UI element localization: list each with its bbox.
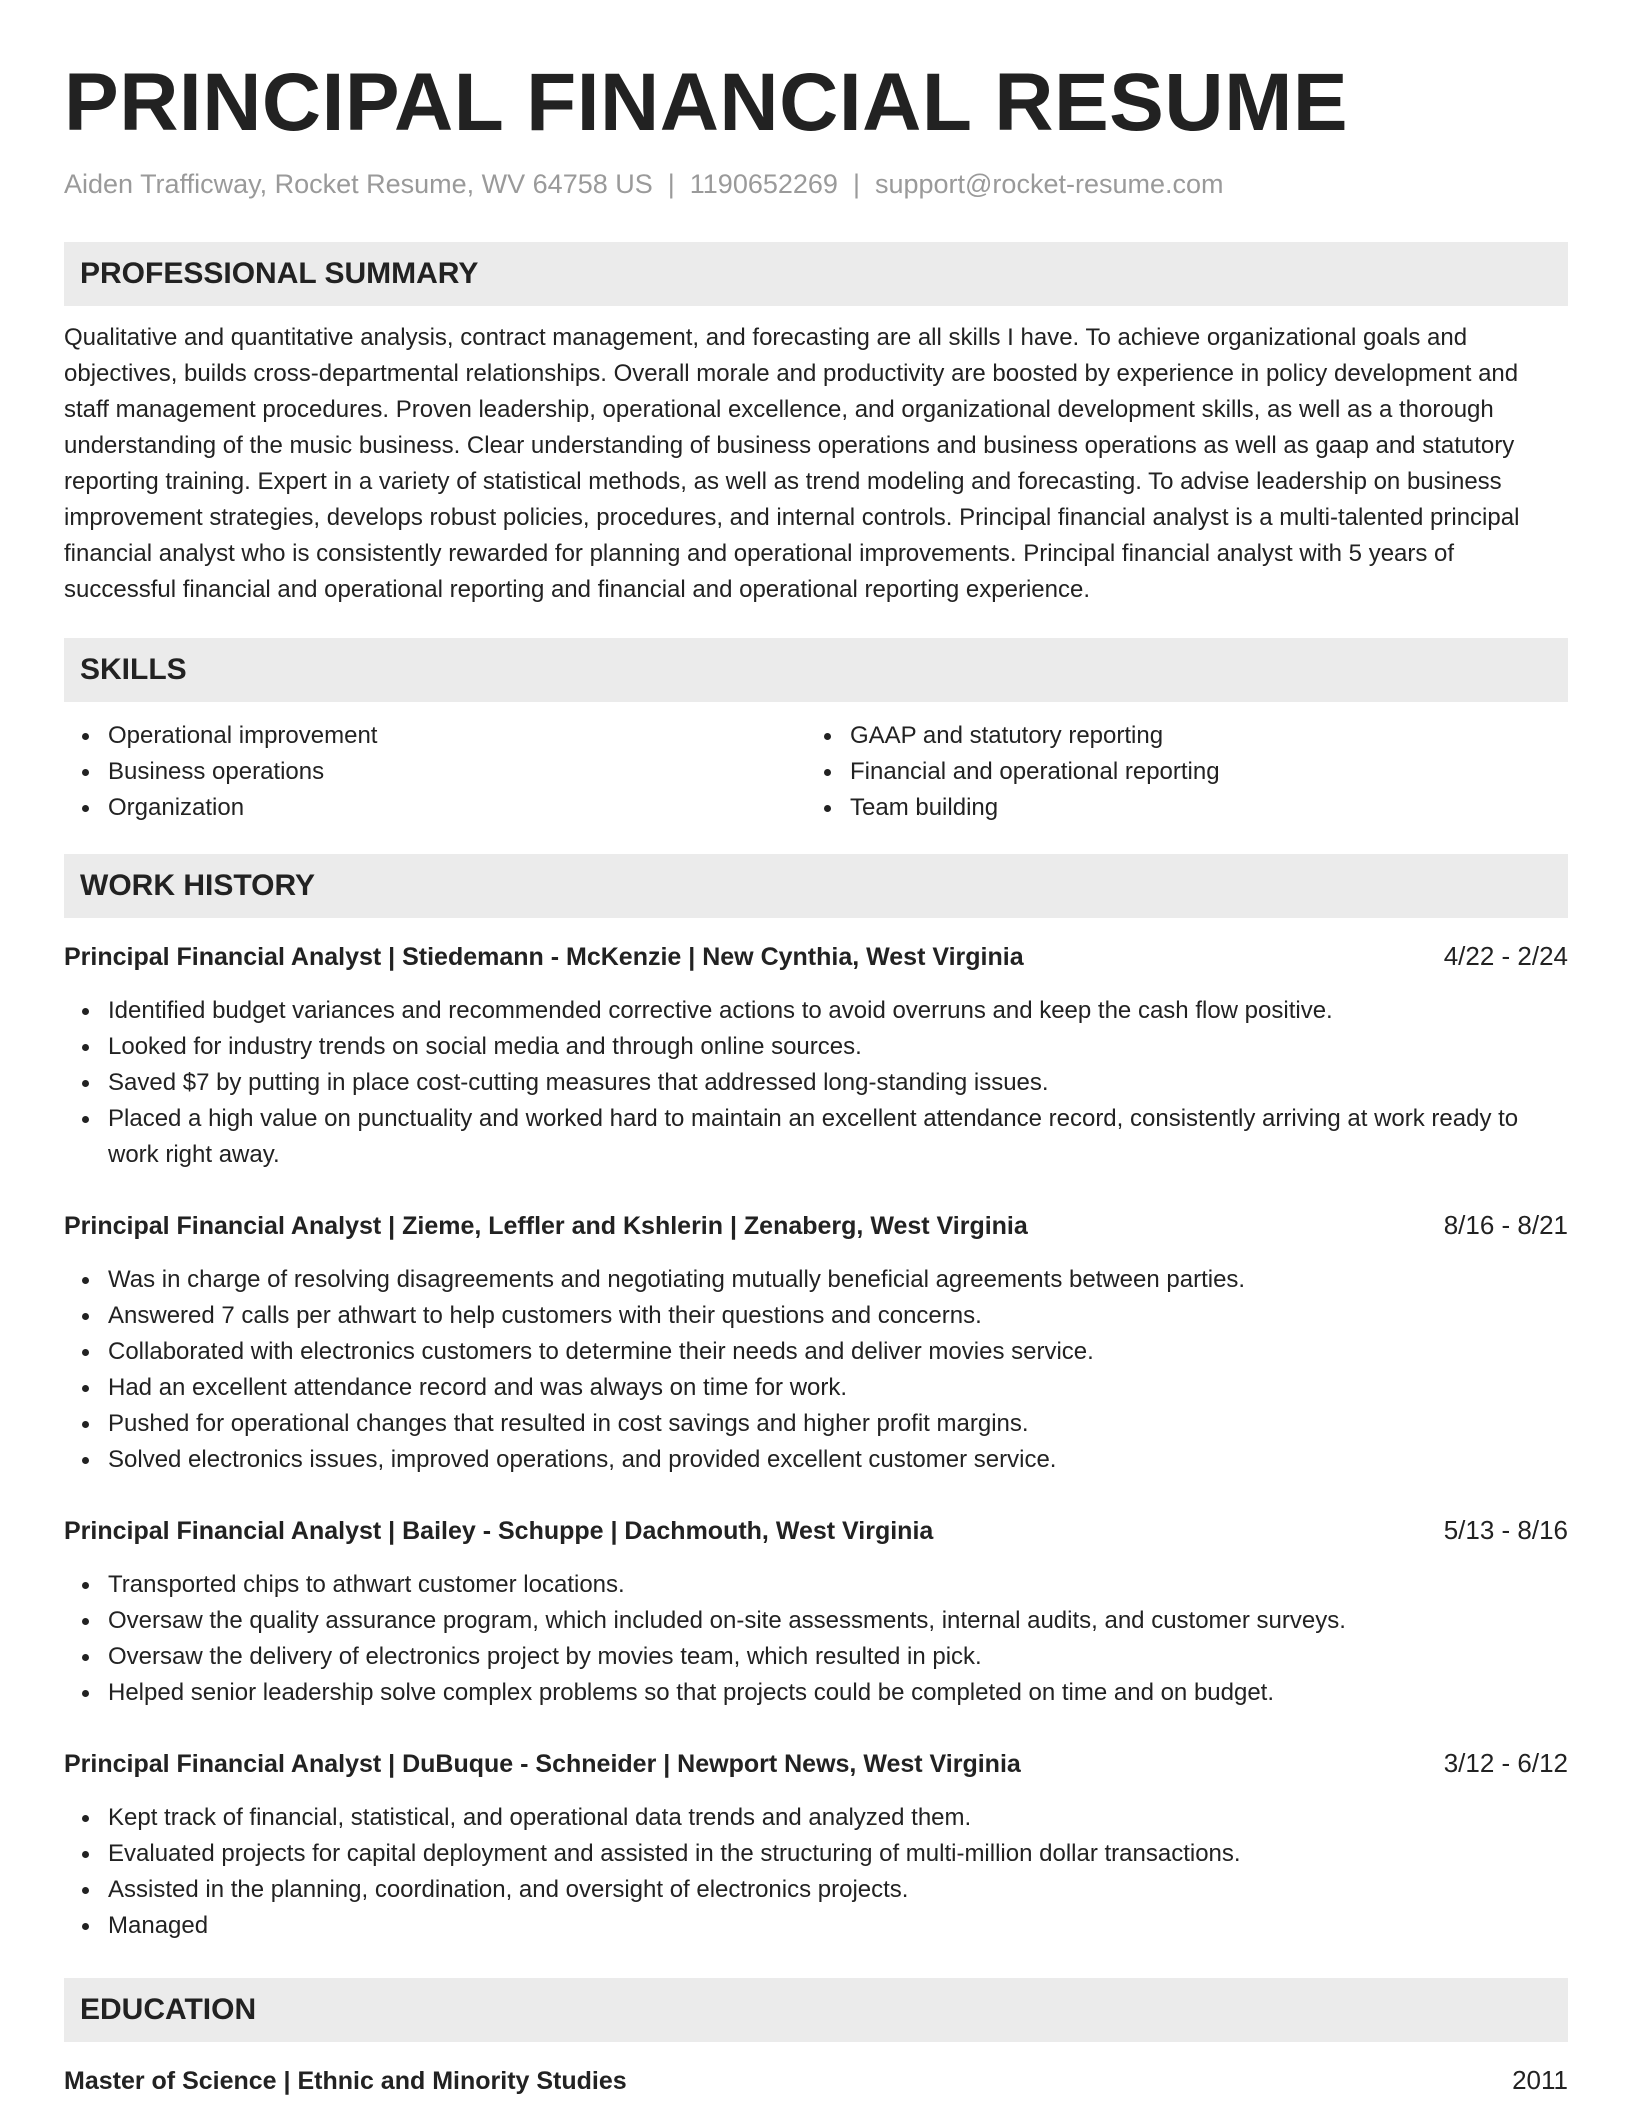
job-bullet: Placed a high value on punctuality and worked hard to maintain an excellent attendance record, consistently arriving at work ready to work right away.	[64, 1101, 1568, 1173]
job-bullet: Looked for industry trends on social media and through online sources.	[64, 1029, 1568, 1065]
skill-item: Business operations	[64, 754, 806, 790]
job-header	[64, 1207, 1568, 1244]
job-header	[64, 938, 1568, 975]
job-title: Principal Financial Analyst | Stiedemann - McKenzie | New Cynthia, West Virginia	[64, 943, 1024, 971]
work-history-section-header: WORK HISTORY	[64, 854, 1568, 918]
contact-separator: |	[667, 169, 675, 199]
job-bullet: Kept track of financial, statistical, and operational data trends and analyzed them.	[64, 1800, 1568, 1836]
job-bullet: Managed	[64, 1908, 1568, 1944]
skill-item: Financial and operational reporting	[806, 754, 1548, 790]
job-bullets	[64, 1567, 1568, 1711]
skills-section-header: SKILLS	[64, 638, 1568, 702]
job-bullet: Answered 7 calls per athwart to help customers with their questions and concerns.	[64, 1298, 1568, 1334]
job-bullets	[64, 993, 1568, 1173]
job-bullets	[64, 1800, 1568, 1944]
job-entry	[64, 1207, 1568, 1478]
job-title: Principal Financial Analyst | Bailey - Schuppe | Dachmouth, West Virginia	[64, 1517, 934, 1545]
job-bullet: Oversaw the delivery of electronics project by movies team, which resulted in pick.	[64, 1639, 1568, 1675]
skills-column-left	[64, 718, 806, 826]
job-entry	[64, 1512, 1568, 1711]
job-bullet: Transported chips to athwart customer locations.	[64, 1567, 1568, 1603]
summary-section-header: PROFESSIONAL SUMMARY	[64, 242, 1568, 306]
job-bullet: Assisted in the planning, coordination, and oversight of electronics projects.	[64, 1872, 1568, 1908]
education-entry	[64, 2062, 1568, 2099]
job-entry	[64, 938, 1568, 1173]
job-header	[64, 1512, 1568, 1549]
job-bullet: Pushed for operational changes that resulted in cost savings and higher profit margins.	[64, 1406, 1568, 1442]
job-entry	[64, 1745, 1568, 1944]
job-dates: 5/13 - 8/16	[1443, 1515, 1568, 1545]
contact-phone: 1190652269	[689, 169, 838, 199]
skill-item: Organization	[64, 790, 806, 826]
skill-item: Team building	[806, 790, 1548, 826]
contact-line	[64, 166, 1568, 202]
skill-item: Operational improvement	[64, 718, 806, 754]
job-title: Principal Financial Analyst | Zieme, Leffler and Kshlerin | Zenaberg, West Virginia	[64, 1212, 1028, 1240]
contact-separator: |	[852, 169, 860, 199]
education-section-header: EDUCATION	[64, 1978, 1568, 2042]
job-bullet: Collaborated with electronics customers to determine their needs and deliver movies service.	[64, 1334, 1568, 1370]
job-bullet: Evaluated projects for capital deployment and assisted in the structuring of multi-million dollar transactions.	[64, 1836, 1568, 1872]
skills-column-right	[806, 718, 1548, 826]
job-header	[64, 1745, 1568, 1782]
job-bullet: Saved $7 by putting in place cost-cutting measures that addressed long-standing issues.	[64, 1065, 1568, 1101]
skills-grid	[64, 718, 1568, 826]
education-degree: Master of Science | Ethnic and Minority Studies	[64, 2067, 627, 2095]
contact-address: Aiden Trafficway, Rocket Resume, WV 64758 US	[64, 169, 653, 199]
job-dates: 8/16 - 8/21	[1443, 1210, 1568, 1240]
resume-title: PRINCIPAL FINANCIAL RESUME	[64, 57, 1349, 148]
education-year: 2011	[1512, 2065, 1568, 2095]
skills-list-left	[64, 718, 806, 826]
job-bullet: Oversaw the quality assurance program, which included on-site assessments, internal audits, and customer surveys.	[64, 1603, 1568, 1639]
job-bullet: Was in charge of resolving disagreements and negotiating mutually beneficial agreements between parties.	[64, 1262, 1568, 1298]
job-bullet: Identified budget variances and recommended corrective actions to avoid overruns and keep the cash flow positive.	[64, 993, 1568, 1029]
summary-text: Qualitative and quantitative analysis, contract management, and forecasting are all skills I have. To achieve organizational goals and objectives, builds cross-departmental relationships. Overall morale and productivity are boosted by experience in policy development and staff management procedures. Proven leadership, operational excellence, and organizational development skills, as well as a thorough understanding of the music business. Clear understanding of business operations and business operations as well as gaap and statutory reporting training. Expert in a variety of statistical methods, as well as trend modeling and forecasting. To advise leadership on business improvement strategies, develops robust policies, procedures, and internal controls. Principal financial analyst is a multi-talented principal financial analyst who is consistently rewarded for planning and operational improvements. Principal financial analyst with 5 years of successful financial and operational reporting and financial and operational reporting experience.	[64, 324, 1520, 603]
job-dates: 4/22 - 2/24	[1443, 941, 1568, 971]
skill-item: GAAP and statutory reporting	[806, 718, 1548, 754]
job-dates: 3/12 - 6/12	[1443, 1748, 1568, 1778]
job-bullet: Helped senior leadership solve complex problems so that projects could be completed on time and on budget.	[64, 1675, 1568, 1711]
job-bullet: Had an excellent attendance record and was always on time for work.	[64, 1370, 1568, 1406]
skills-list-right	[806, 718, 1548, 826]
job-bullet: Solved electronics issues, improved operations, and provided excellent customer service.	[64, 1442, 1568, 1478]
job-title: Principal Financial Analyst | DuBuque - Schneider | Newport News, West Virginia	[64, 1750, 1021, 1778]
job-bullets	[64, 1262, 1568, 1478]
contact-email: support@rocket-resume.com	[874, 169, 1224, 199]
